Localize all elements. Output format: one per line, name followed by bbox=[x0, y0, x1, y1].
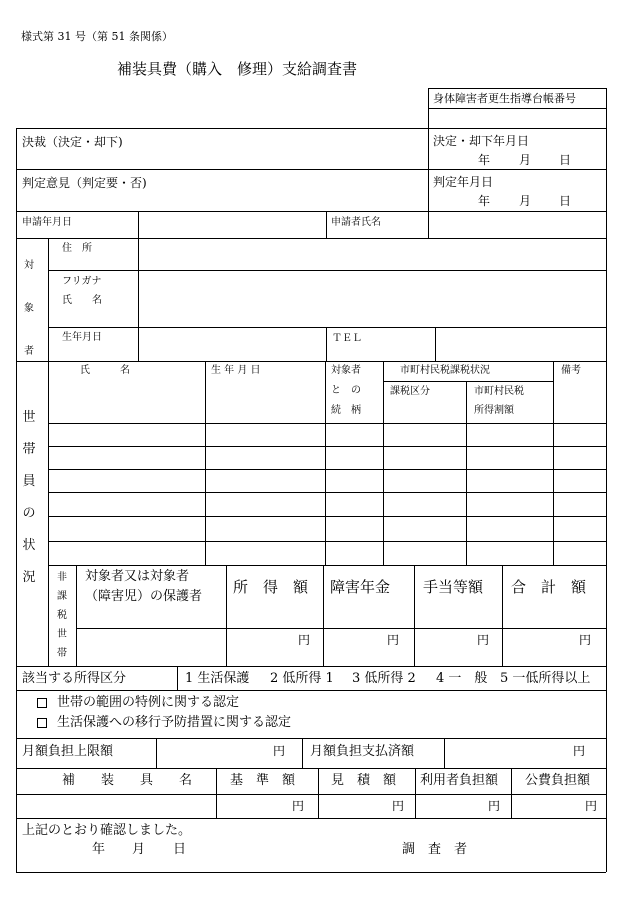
user-burden-header: 利用者負担額 bbox=[420, 773, 499, 788]
form-number: 様式第 31 号（第 51 条関係） bbox=[21, 30, 173, 43]
yen-unit: 円 bbox=[585, 799, 598, 813]
tax-income-header-2: 所得割額 bbox=[474, 405, 514, 416]
yen-unit: 円 bbox=[579, 633, 592, 647]
income-class-option-1[interactable]: 1 生活保護 bbox=[185, 671, 250, 686]
yen-unit: 円 bbox=[292, 799, 305, 813]
welfare-prevention-checkbox[interactable] bbox=[37, 718, 47, 728]
judgment-day: 日 bbox=[559, 194, 572, 208]
monthly-paid-label: 月額負担支払済額 bbox=[310, 744, 415, 759]
estimate-amount-header: 見 積 額 bbox=[331, 773, 397, 788]
judgment-label: 判定意見（判定要・否) bbox=[22, 176, 147, 190]
income-class-option-4[interactable]: 4 一 般 bbox=[436, 671, 488, 686]
tax-class-header: 課税区分 bbox=[390, 386, 430, 397]
disability-pension-header: 障害年金 bbox=[330, 578, 391, 596]
yen-unit: 円 bbox=[488, 799, 501, 813]
tel-label: ＴＥＬ bbox=[332, 333, 362, 344]
judgment-year: 年 bbox=[478, 194, 491, 208]
decision-label: 決裁（決定・却下) bbox=[22, 135, 123, 149]
subject-name-label: 氏 名 bbox=[62, 295, 102, 306]
income-class-label: 該当する所得区分 bbox=[22, 671, 127, 686]
yen-unit: 円 bbox=[573, 744, 586, 758]
page-title: 補装具費（購入 修理）支給調査書 bbox=[117, 60, 358, 78]
note-header: 備考 bbox=[561, 365, 581, 376]
registry-label: 身体障害者更生指導台帳番号 bbox=[433, 92, 576, 105]
decision-day: 日 bbox=[559, 153, 572, 167]
investigator-label: 調 査 者 bbox=[402, 842, 468, 857]
yen-unit: 円 bbox=[298, 633, 311, 647]
household-relation-header-1: 対象者 bbox=[331, 365, 361, 376]
guardian-label-1: 対象者又は対象者 bbox=[85, 569, 190, 584]
applicant-name-label: 申請者氏名 bbox=[331, 217, 381, 228]
confirm-year: 年 bbox=[92, 842, 106, 857]
device-name-header: 補 装 具 名 bbox=[62, 773, 193, 788]
nontax-side-label: 非 課 税 世 帯 bbox=[57, 572, 67, 659]
welfare-prevention-label: 生活保護への移行予防措置に関する認定 bbox=[57, 715, 292, 730]
household-side-label: 世 帯 員 の 状 況 bbox=[22, 410, 36, 585]
household-relation-header-3: 続 柄 bbox=[331, 405, 361, 416]
income-class-option-3[interactable]: 3 低所得 2 bbox=[352, 671, 416, 686]
yen-unit: 円 bbox=[387, 633, 400, 647]
decision-date-label: 決定・却下年月日 bbox=[433, 134, 530, 148]
birth-date-label: 生年月日 bbox=[62, 332, 102, 343]
yen-unit: 円 bbox=[273, 744, 286, 758]
public-burden-header: 公費負担額 bbox=[525, 773, 591, 788]
tax-status-header: 市町村民税課税状況 bbox=[400, 365, 490, 376]
household-birth-header: 生 年 月 日 bbox=[211, 365, 261, 376]
household-exception-label: 世帯の範囲の特例に関する認定 bbox=[57, 695, 240, 710]
yen-unit: 円 bbox=[477, 633, 490, 647]
allowance-header: 手当等額 bbox=[423, 578, 484, 596]
decision-month: 月 bbox=[519, 153, 532, 167]
yen-unit: 円 bbox=[392, 799, 405, 813]
tax-income-header-1: 市町村民税 bbox=[474, 386, 524, 397]
address-label: 住 所 bbox=[62, 243, 92, 254]
confirm-day: 日 bbox=[173, 842, 187, 857]
confirmation-text: 上記のとおり確認しました。 bbox=[22, 823, 192, 838]
income-amount-header: 所 得 額 bbox=[233, 578, 309, 596]
monthly-limit-label: 月額負担上限額 bbox=[22, 744, 114, 759]
judgment-month: 月 bbox=[519, 194, 532, 208]
judgment-date-label: 判定年月日 bbox=[433, 175, 494, 189]
household-name-header: 氏 名 bbox=[80, 365, 130, 376]
decision-year: 年 bbox=[478, 153, 491, 167]
income-class-option-5[interactable]: 5 一低所得以上 bbox=[500, 671, 591, 686]
subject-side-label: 対 象 者 bbox=[24, 260, 34, 357]
furigana-label: フリガナ bbox=[62, 276, 102, 287]
total-amount-header: 合 計 額 bbox=[511, 578, 587, 596]
income-class-option-2[interactable]: 2 低所得 1 bbox=[270, 671, 334, 686]
application-date-label: 申請年月日 bbox=[22, 217, 72, 228]
standard-amount-header: 基 準 額 bbox=[230, 773, 296, 788]
confirm-month: 月 bbox=[132, 842, 146, 857]
guardian-label-2: （障害児）の保護者 bbox=[85, 589, 203, 604]
household-exception-checkbox[interactable] bbox=[37, 698, 47, 708]
household-relation-header-2: と の bbox=[331, 385, 361, 396]
